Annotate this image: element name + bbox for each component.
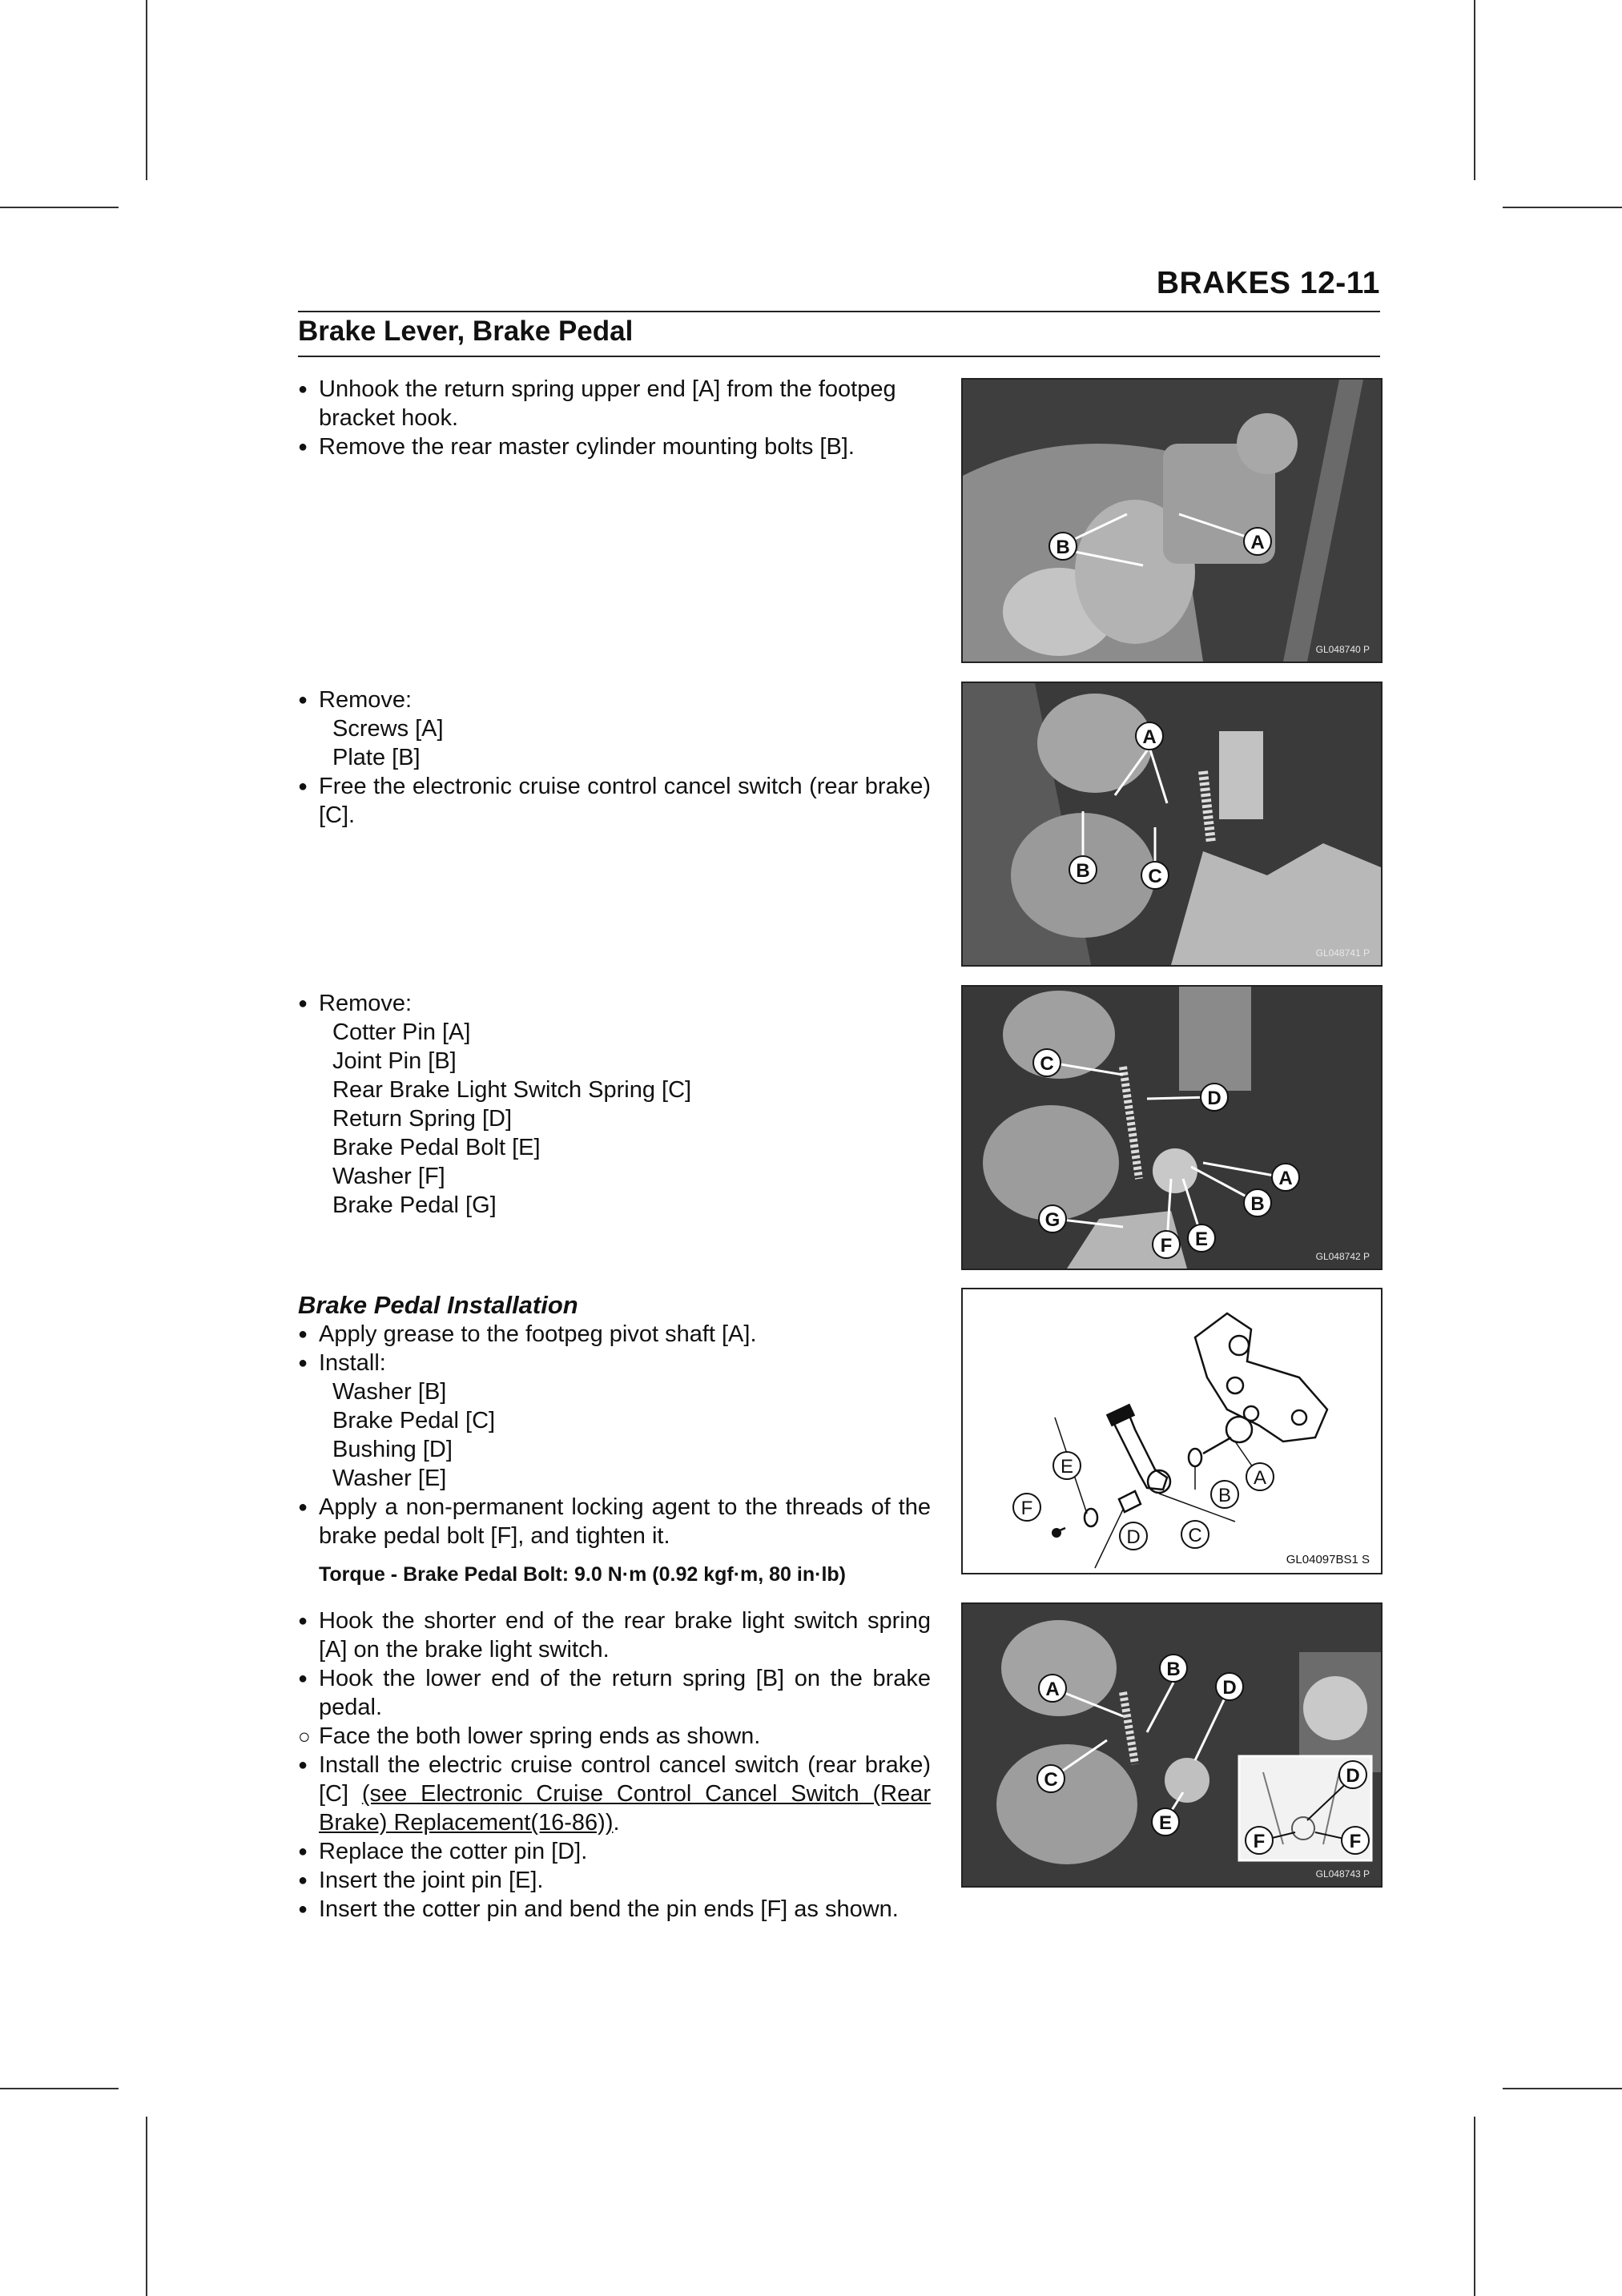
torque-spec: Torque - Brake Pedal Bolt: 9.0 N·m (0.92 kgf·m, 80 in·lb) [319,1563,846,1586]
remove-item: Brake Pedal [G] [332,1192,497,1218]
installation-title: Brake Pedal Installation [298,1291,578,1319]
callout-label: C [1188,1525,1202,1546]
bullet-item: ● Apply grease to the footpeg pivot shaft [A]. [298,1320,931,1349]
photo-code: GL048743 P [1315,1868,1370,1880]
photo-code: GL048742 P [1315,1251,1370,1262]
remove-item: Joint Pin [B] [332,1048,457,1074]
install-item: Washer [E] [332,1466,447,1491]
crop-mark [1503,207,1622,208]
callout-label: D [1126,1526,1141,1548]
header-rule [298,311,1380,312]
callout-label: B [1076,860,1090,882]
section-rule [298,356,1380,357]
remove-item: Return Spring [D] [332,1106,513,1132]
crop-mark [1503,2088,1622,2089]
bullet-item: ● Insert the cotter pin and bend the pin ends [F] as shown. [298,1895,931,1924]
page-header: BRAKES 12-11 [1156,266,1380,300]
callout-label: A [1253,1467,1267,1489]
step2-text [298,686,931,830]
callout-label: F [1160,1235,1173,1257]
photo-spring-hooking [961,1602,1383,1888]
callout-label: F [1020,1498,1033,1519]
callout-label: F [1253,1831,1266,1852]
install-suffix: . [613,1810,620,1836]
cross-reference-link[interactable]: (see Electronic Cruise Control Cancel Switch (Rear Brake) Replacement(16-86)) [319,1781,931,1836]
callout-label: E [1158,1812,1173,1834]
photo-code: GL048741 P [1315,947,1370,959]
remove-item: Screws [A] [332,716,444,742]
bullet-item [298,1751,931,1837]
installation-text [298,1291,931,1589]
photo-return-spring-master-cylinder [961,378,1383,663]
callout-label: A [1250,532,1265,553]
section-title: Brake Lever, Brake Pedal [298,316,634,347]
install-text: Install the electric cruise control cancel switch (rear brake) [C] [319,1752,931,1807]
callout-label: B [1218,1485,1232,1506]
callout-label: E [1194,1228,1209,1250]
crop-mark [1474,0,1475,180]
install-item: Bushing [D] [332,1437,453,1462]
photo-screws-plate [961,682,1383,967]
remove-item: Brake Pedal Bolt [E] [332,1135,541,1160]
crop-mark [0,2088,119,2089]
crop-mark [1474,2117,1475,2296]
bullet-item: ● Hook the shorter end of the rear brake light switch spring [A] on the brake light switch. [298,1606,931,1664]
callout-label: E [1060,1456,1074,1478]
photo-code: GL048740 P [1315,644,1370,655]
callout-label: G [1044,1209,1061,1231]
bullet-item: ● Hook the lower end of the return spring [B] on the brake pedal. [298,1664,931,1722]
callout-label: C [1044,1769,1058,1791]
step1-text [298,375,931,461]
bullet-item: ● Free the electronic cruise control cancel switch (rear brake) [C]. [298,772,931,830]
diagram-code: GL04097BS1 S [1286,1553,1370,1566]
callout-label: B [1250,1193,1265,1215]
bullet-item: ● Replace the cotter pin [D]. [298,1837,931,1866]
installation-diagram [961,1288,1383,1574]
callout-label: D [1222,1677,1237,1699]
remove-item: Rear Brake Light Switch Spring [C] [332,1077,692,1103]
callout-label: C [1040,1053,1054,1075]
step3-text [298,989,931,1220]
callout-label: A [1278,1168,1293,1189]
bullet-item: ● Apply a non-permanent locking agent to the threads of the brake pedal bolt [F], and tighten it. [298,1493,931,1550]
callout-label: A [1045,1679,1060,1700]
bullet-item: ● Remove: [298,989,931,1018]
crop-mark [146,2117,147,2296]
install-item: Brake Pedal [C] [332,1408,496,1433]
bullet-item: ● Insert the joint pin [E]. [298,1866,931,1895]
bullet-item: ● Install: [298,1349,931,1377]
callout-label: B [1056,537,1070,558]
callout-label: D [1207,1088,1222,1109]
callout-label: C [1148,866,1162,887]
bullet-item: ● Remove the rear master cylinder mounting bolts [B]. [298,432,931,461]
remove-item: Plate [B] [332,745,421,770]
callout-label: A [1142,726,1157,748]
install-item: Washer [B] [332,1379,447,1405]
photo-brake-pedal-parts [961,985,1383,1270]
remove-item: Cotter Pin [A] [332,1019,471,1045]
step4-text [298,1606,931,1924]
callout-label: F [1349,1831,1362,1852]
bullet-item: ● Unhook the return spring upper end [A] from the footpeg bracket hook. [298,375,931,432]
remove-item: Washer [F] [332,1164,445,1189]
crop-mark [0,207,119,208]
callout-label: D [1346,1765,1360,1787]
bullet-item: ● Remove: [298,686,931,714]
callout-label: B [1166,1659,1181,1680]
crop-mark [146,0,147,180]
sub-bullet-item: ○ Face the both lower spring ends as shown. [298,1722,931,1751]
